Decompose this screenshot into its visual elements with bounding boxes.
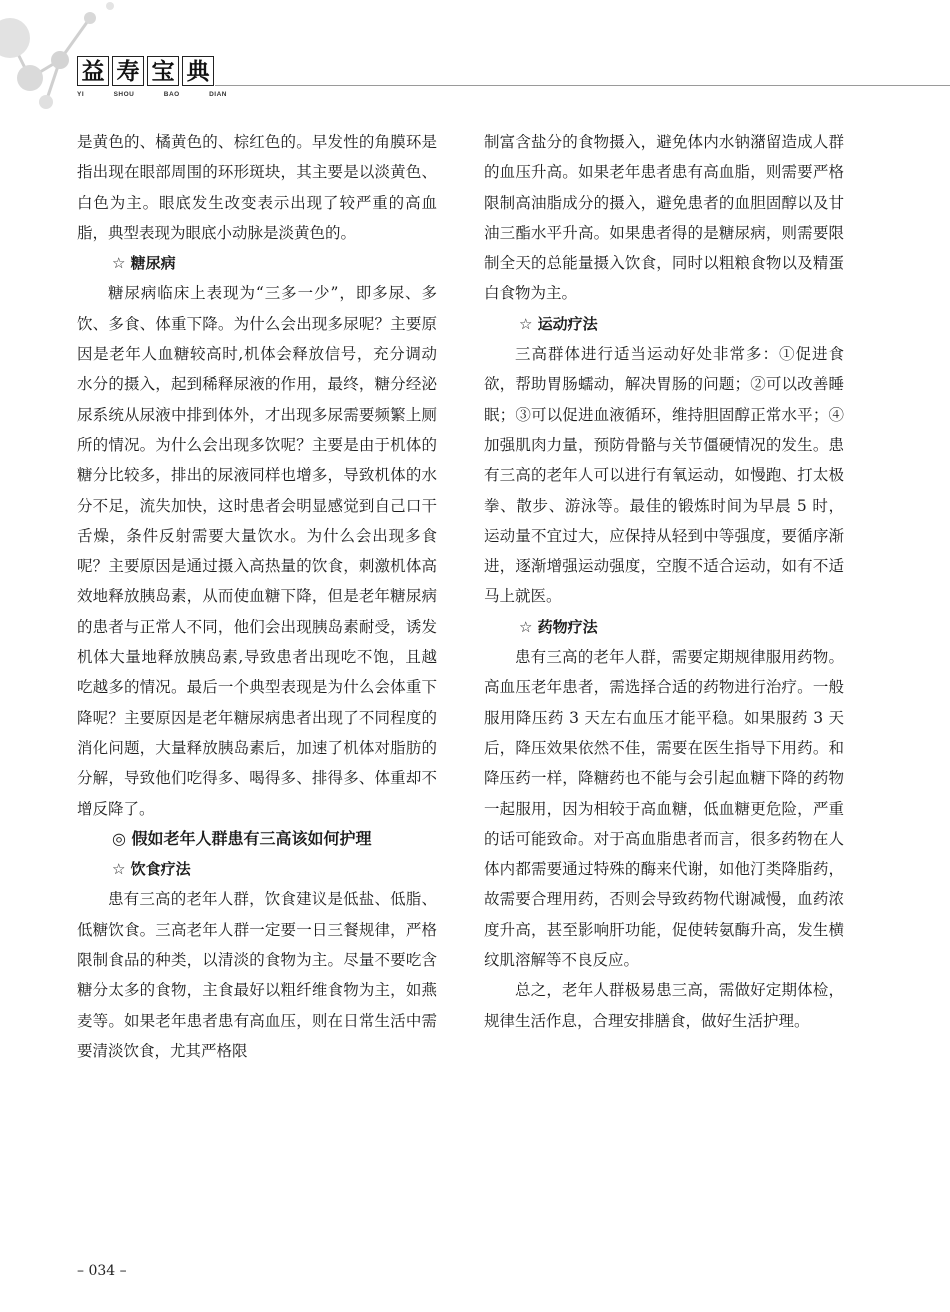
header-rule bbox=[215, 85, 950, 86]
paragraph: 制富含盐分的食物摄入，避免体内水钠潴留造成人群的血压升高。如果老年患者患有高血脂，则需要严格限制高油脂成分的摄入，避免患者的血胆固醇以及甘油三酯水平升高。如果患者得的是糖尿病，则需要限制全天的总能量摄入饮食，同时以粗粮食物以及精蛋白食物为主。 bbox=[484, 133, 844, 303]
section-heading: ◎ 假如老年人群患有三高该如何护理 bbox=[112, 828, 372, 848]
masthead-char: 典 bbox=[182, 56, 214, 86]
subheading-diabetes: ☆ 糖尿病 bbox=[112, 254, 176, 273]
magazine-masthead bbox=[77, 56, 214, 86]
paragraph: 总之，老年人群极易患三高，需做好定期体检，规律生活作息，合理安排膳食，做好生活护理。 bbox=[484, 981, 844, 1030]
paragraph: 是黄色的、橘黄色的、棕红色的。早发性的角膜环是指出现在眼部周围的环形斑块，其主要是以淡黄色、白色为主。眼底发生改变表示出现了较严重的高血脂，典型表现为眼底小动脉是淡黄色的。 bbox=[77, 133, 437, 242]
paragraph: 糖尿病临床上表现为“三多一少”，即多尿、多饮、多食、体重下降。为什么会出现多尿呢？主要原因是老年人血糖较高时,机体会释放信号，充分调动水分的摄入，起到稀释尿液的作用，最终，糖分经泌尿系统从尿液中排到体外，才出现多尿需要频繁上厕所的情况。为什么会出现多饮呢？主要是由于机体的糖分比较多，排出的尿液同样也增多，导致机体的水分不足，流失加快，这时患者会明显感觉到自己口干舌燥，条件反射需要大量饮水。为什么会出现多食呢？主要原因是通过摄入高热量的饮食，刺激机体高效地释放胰岛素，从而使血糖下降，但是老年糖尿病的患者与正常人不同，他们会出现胰岛素耐受，诱发机体大量地释放胰岛素,导致患者出现吃不饱，且越吃越多的情况。最后一个典型表现是为什么会体重下降呢？主要原因是老年糖尿病患者出现了不同程度的消化问题，大量释放胰岛素后，加速了机体对脂肪的分解，导致他们吃得多、喝得多、排得多、体重却不增反降了。 bbox=[77, 284, 437, 818]
masthead-char: 益 bbox=[77, 56, 109, 86]
masthead-pinyin bbox=[77, 91, 227, 98]
left-column bbox=[77, 127, 437, 1066]
pinyin-label: SHOU bbox=[113, 91, 135, 98]
masthead-char: 寿 bbox=[112, 56, 144, 86]
subheading-exercise: ☆ 运动疗法 bbox=[519, 314, 598, 333]
paragraph: 患有三高的老年人群，需要定期规律服用药物。高血压老年患者，需选择合适的药物进行治疗。一般服用降压药 3 天左右血压才能平稳。如果服药 3 天后，降压效果依然不佳，需要在医生指导下用药。和降压药一样，降糖药也不能与会引起血糖下降的药物一起服用，因为相较于高血糖，低血糖更危险，严重的话可能致命。对于高血脂患者而言，很多药物在人体内都需要通过特殊的酶来代谢，如他汀类降脂药，故需要合理用药，否则会导致药物代谢减慢，血药浓度升高，甚至影响肝功能，促使转氨酶升高，发生横纹肌溶解等不良反应。 bbox=[484, 648, 844, 970]
subheading-medicine: ☆ 药物疗法 bbox=[519, 617, 598, 636]
paragraph: 三高群体进行适当运动好处非常多：①促进食欲，帮助胃肠蠕动，解决胃肠的问题；②可以改善睡眠；③可以促进血液循环，维持胆固醇正常水平；④加强肌肉力量，预防骨骼与关节僵硬情况的发生。患有三高的老年人可以进行有氧运动，如慢跑、打太极拳、散步、游泳等。最佳的锻炼时间为早晨 5 时，运动量不宜过大，应保持从轻到中等强度，要循序渐进，逐渐增强运动强度，空腹不适合运动，如有不适马上就医。 bbox=[484, 345, 844, 606]
page-number: – 034 – bbox=[77, 1263, 127, 1279]
pinyin-label: YI bbox=[77, 91, 85, 98]
pinyin-label: BAO bbox=[163, 91, 180, 98]
subheading-diet: ☆ 饮食疗法 bbox=[112, 860, 191, 879]
right-column bbox=[484, 127, 844, 1036]
masthead-char: 宝 bbox=[147, 56, 179, 86]
pinyin-label: DIAN bbox=[209, 91, 227, 98]
paragraph: 患有三高的老年人群，饮食建议是低盐、低脂、低糖饮食。三高老年人群一定要一日三餐规律，严格限制食品的种类，以清淡的食物为主。尽量不要吃含糖分太多的食物，主食最好以粗纤维食物为主，如燕麦等。如果老年患者患有高血压，则在日常生活中需要清淡饮食，尤其严格限 bbox=[77, 890, 437, 1060]
